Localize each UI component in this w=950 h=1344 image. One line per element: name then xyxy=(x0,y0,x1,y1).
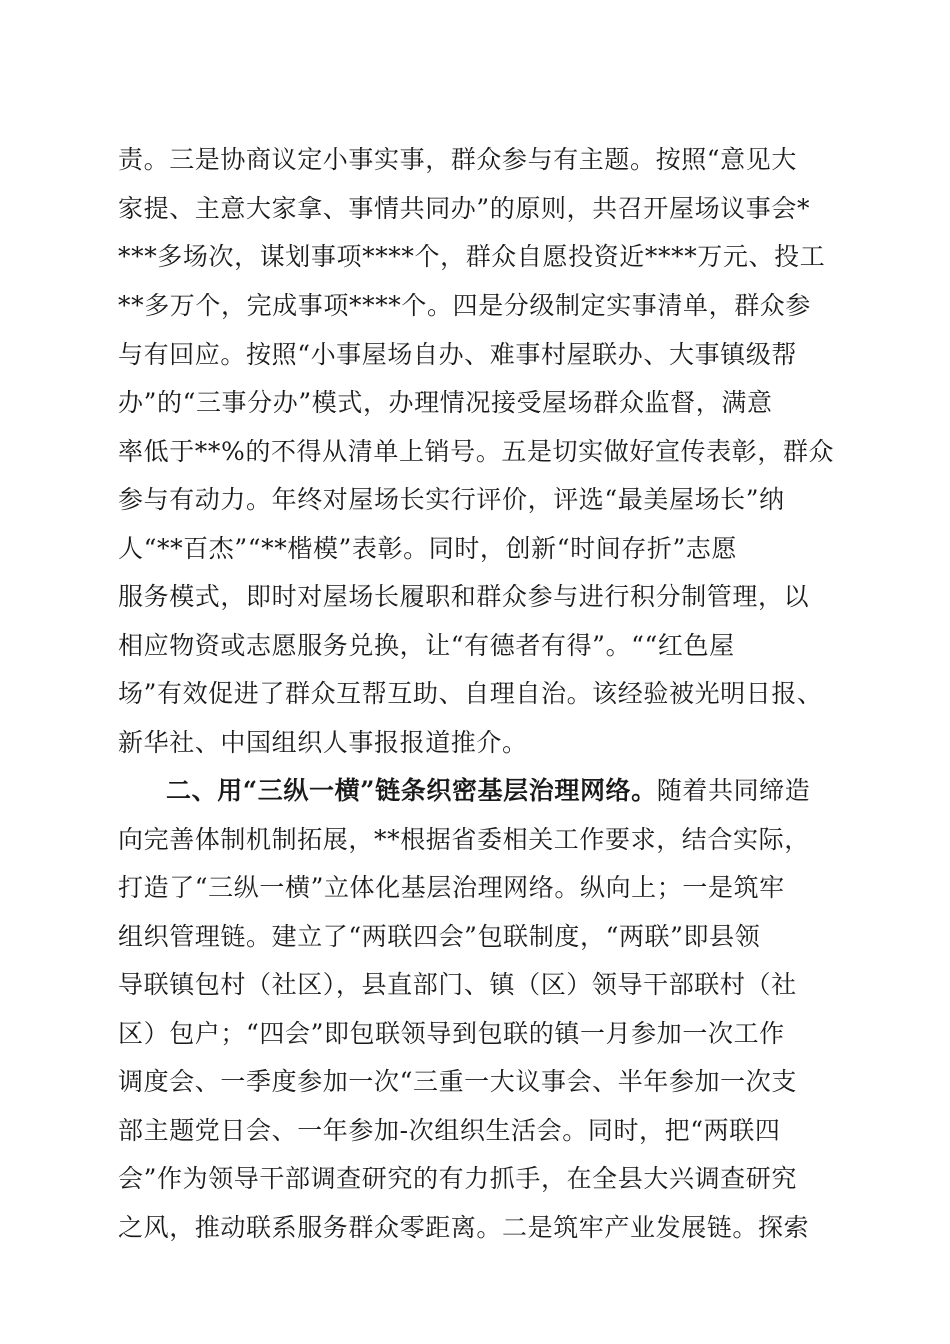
paragraph-line: 调度会、一季度参加一次“三重一大议事会、半年参加一次支 xyxy=(118,1067,797,1096)
paragraph-line: 相应物资或志愿服务兑换，让“有德者有得”。““红色屋 xyxy=(118,631,735,660)
paragraph-line: 区）包户；“四会”即包联领导到包联的镇一月参加一次工作 xyxy=(118,1019,785,1048)
paragraph-line: 率低于**%的不得从清单上销号。五是切实做好宣传表彰，群众 xyxy=(118,437,835,466)
paragraph-line: 责。三是协商议定小事实事，群众参与有主题。按照“意见大 xyxy=(118,145,797,174)
paragraph-line: 家提、主意大家拿、事情共同办”的原则，共召开屋场议事会* xyxy=(118,194,811,223)
paragraph-line: 服务模式，即时对屋场长履职和群众参与进行积分制管理，以 xyxy=(118,582,810,611)
paragraph-line: ***多场次，谋划事项****个，群众自愿投资近****万元、投工 xyxy=(118,242,826,271)
paragraph-line: 部主题党日会、一年参加-次组织生活会。同时，把“两联四 xyxy=(118,1116,781,1145)
section-heading-rest: 随着共同缔造 xyxy=(656,776,811,805)
paragraph-line: **多万个，完成事项****个。四是分级制定实事清单，群众参 xyxy=(118,291,812,320)
paragraph-line: 人“**百杰”“**楷模”表彰。同时，创新“时间存折”志愿 xyxy=(118,534,738,563)
paragraph-line: 会”作为领导干部调查研究的有力抓手，在全县大兴调查研究 xyxy=(118,1164,797,1193)
paragraph-line: 组织管理链。建立了“两联四会”包联制度，“两联”即县领 xyxy=(118,922,761,951)
paragraph-line: 参与有动力。年终对屋场长实行评价，评选“最美屋场长”纳 xyxy=(118,485,785,514)
paragraph-line: 办”的“三事分办”模式，办理情况接受屋场群众监督，满意 xyxy=(118,388,773,417)
paragraph-line: 导联镇包村（社区），县直部门、镇（区）领导干部联村（社 xyxy=(118,970,797,999)
paragraph-line: 打造了“三纵一横”立体化基层治理网络。纵向上；一是筑牢 xyxy=(118,873,785,902)
paragraph-line: 新华社、中国组织人事报报道推介。 xyxy=(118,728,528,757)
section-heading-line xyxy=(166,771,848,811)
paragraph-line: 之风，推动联系服务群众零距离。二是筑牢产业发展链。探索 xyxy=(118,1213,810,1242)
paragraph-line: 向完善体制机制拓展，**根据省委相关工作要求，结合实际， xyxy=(118,825,810,854)
section-heading: 二、用“三纵一横”链条织密基层治理网络。 xyxy=(166,776,657,805)
paragraph-line: 与有回应。按照“小事屋场自办、难事村屋联办、大事镇级帮 xyxy=(118,340,797,369)
paragraph-line: 场”有效促进了群众互帮互助、自理自治。该经验被光明日报、 xyxy=(118,679,823,708)
